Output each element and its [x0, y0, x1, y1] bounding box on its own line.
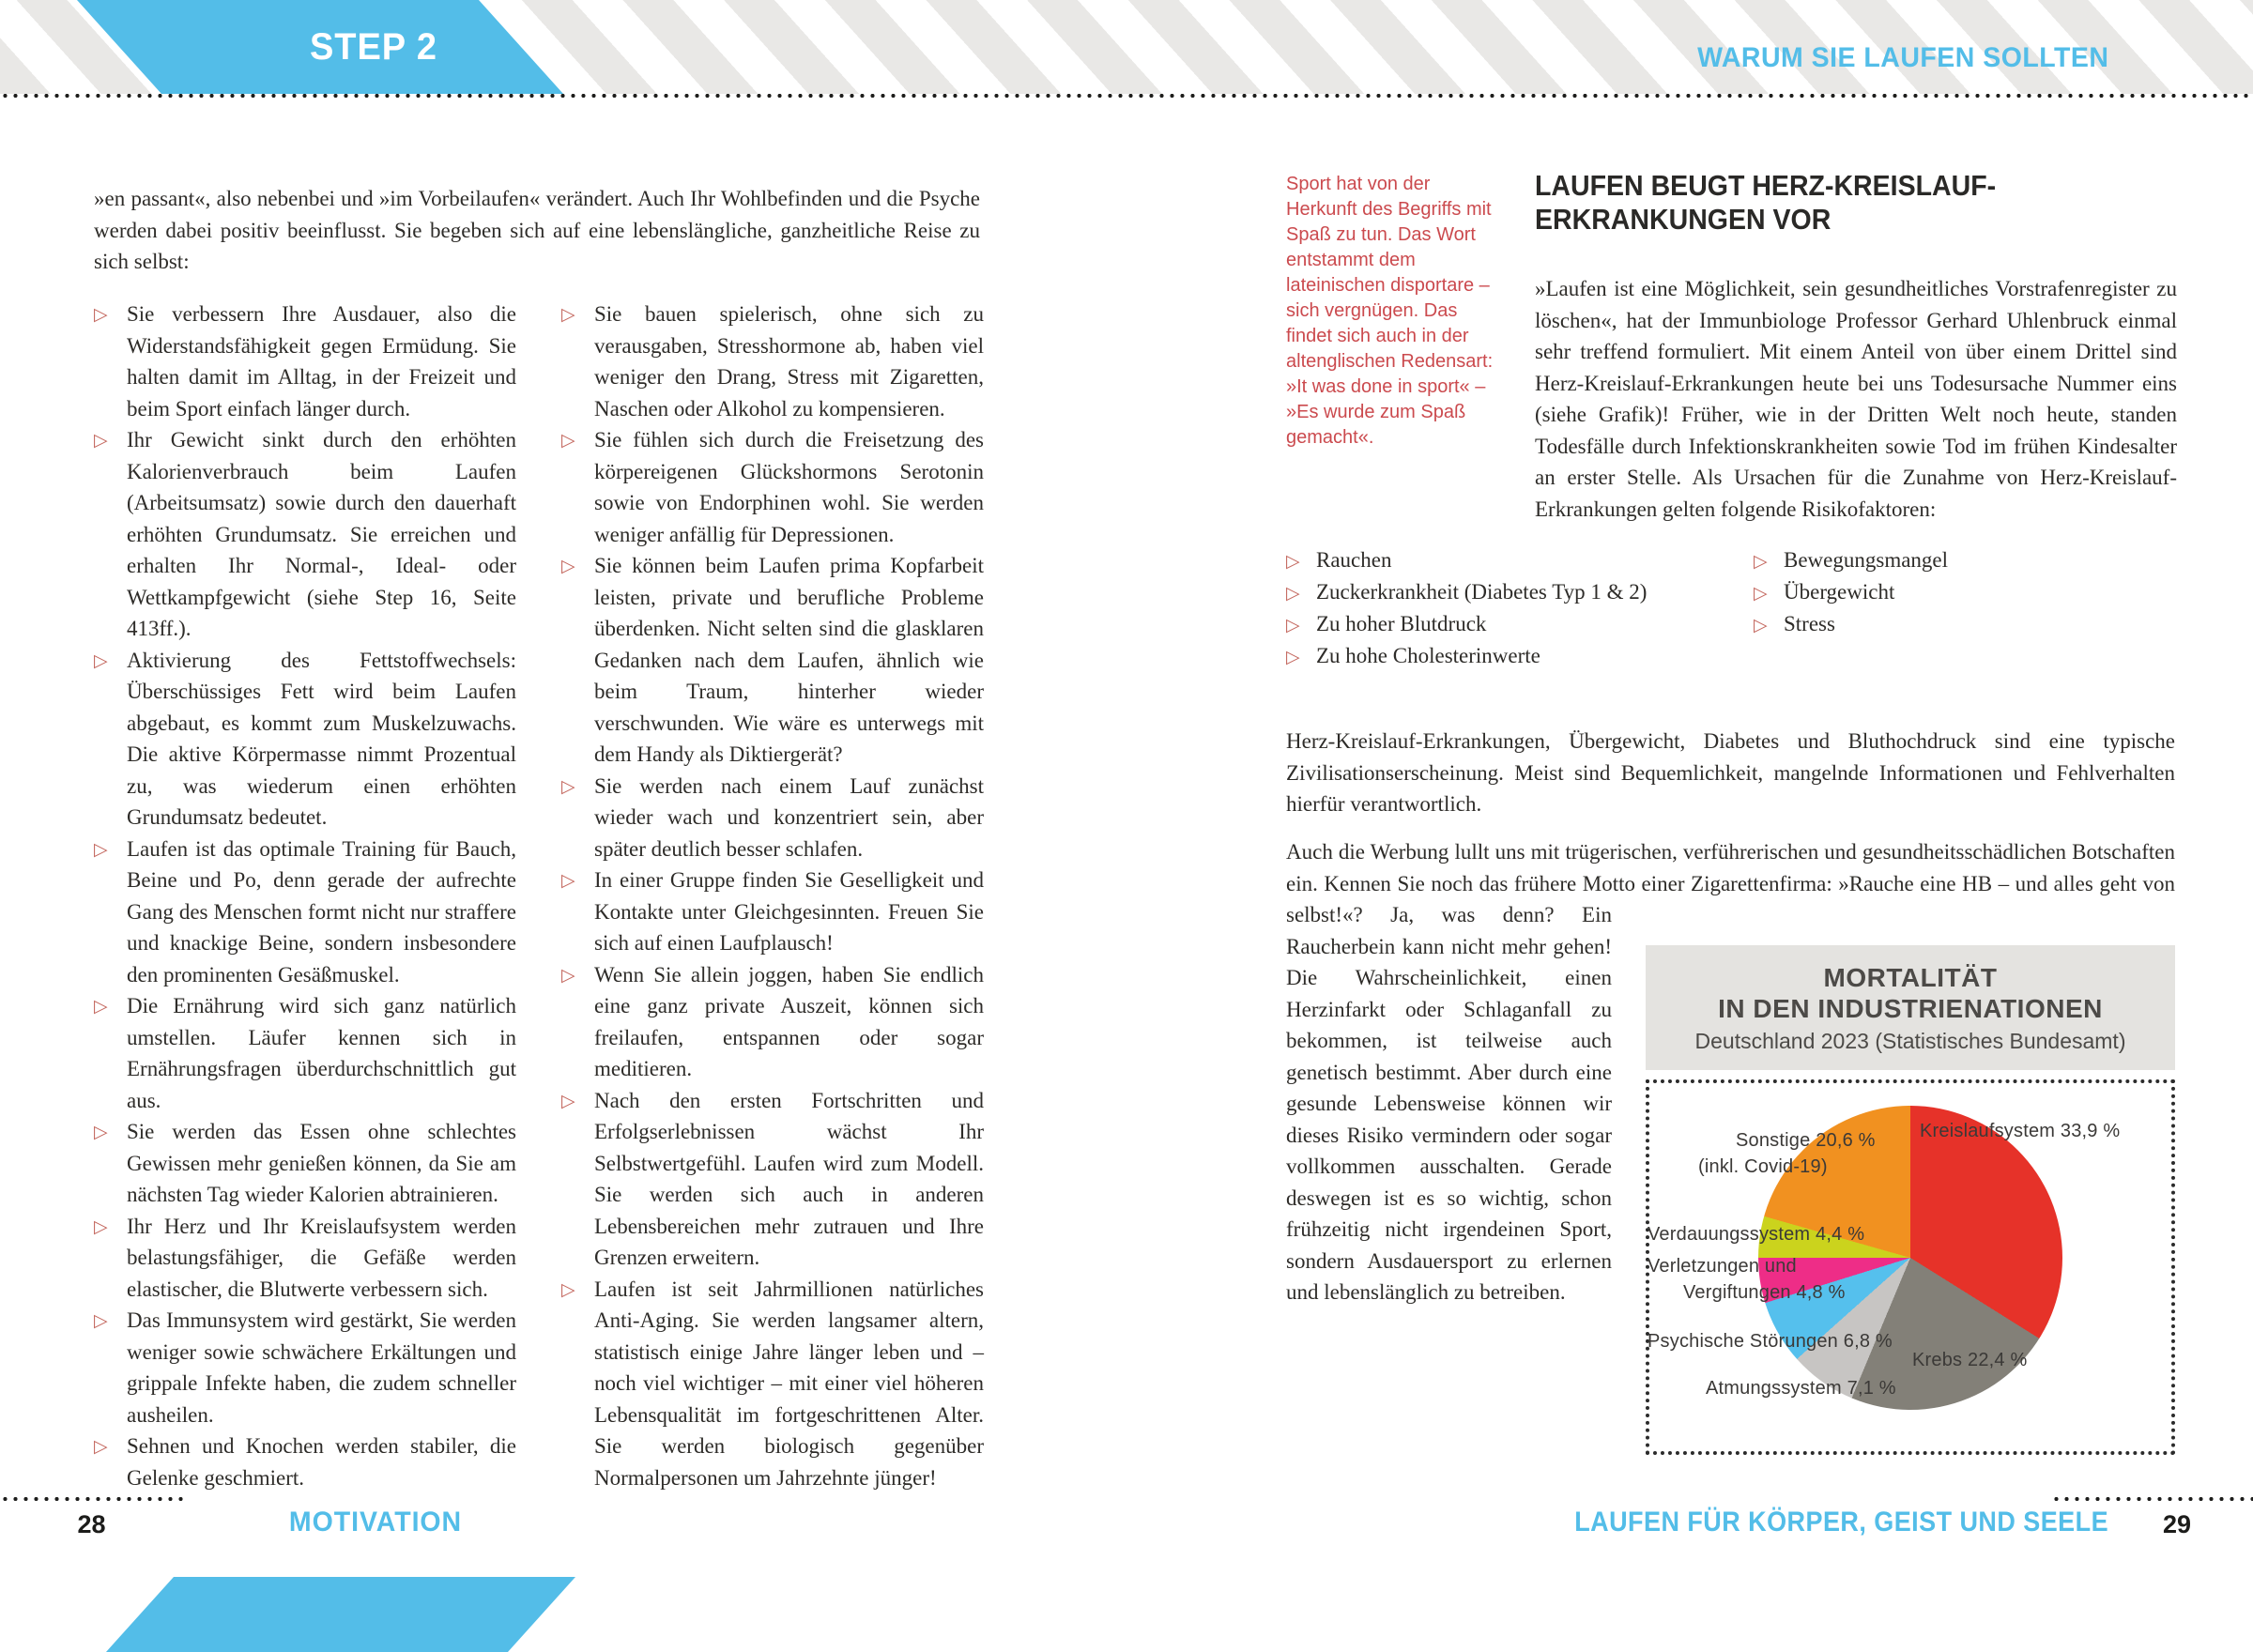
header-dotted-rule: [0, 93, 2253, 99]
pie-label-verletzungen: Verletzungen und: [1648, 1256, 1797, 1277]
paragraph-with-chart: [1286, 836, 2175, 1461]
list-item: ▷ Sie verbessern Ihre Ausdauer, also die Widerstandsfähigkeit gegen Ermüdung. Sie halten damit im Alltag, in der Freizeit und beim Sport einfach länger durch.: [94, 298, 516, 424]
paragraph-civilization: Herz-Kreislauf-Erkrankungen, Übergewicht, Diabetes und Bluthochdruck sind eine typische Zivilisationserscheinung. Meist sind Bequemlichkeit, mangelnde Informationen und Fehlverhalten hierfür verantwortlich.: [1286, 729, 2175, 816]
page-number-right: 29: [2162, 1510, 2192, 1538]
list-item: ▷ Sie werden das Essen ohne schlechtes Gewissen mehr genießen können, da Sie am nächsten Tag wieder Kalorien abtrainieren.: [94, 1116, 516, 1211]
list-item: ▷ Bewegungsmangel: [1754, 544, 2157, 576]
section-heading: [1535, 169, 2211, 237]
pie-label-sonstige: Sonstige 20,6 %: [1736, 1130, 1876, 1151]
pie-label-verdauungssystem: Verdauungssystem 4,4 %: [1648, 1224, 1865, 1245]
list-item: ▷ Rauchen: [1286, 544, 1751, 576]
benefits-list-column-2: [561, 298, 984, 1493]
list-item: ▷ Laufen ist seit Jahrmillionen natürliches Anti-Aging. Sie werden langsamer altern, statistisch einige Jahre länger leben und – noch viel wichtiger – mit einer viel höheren Lebensqualität im fortgeschrittenen Alter. Sie werden biologisch gegenüber Normalpersonen um Jahrzehnte jünger!: [561, 1274, 984, 1494]
list-item: ▷ Das Immunsystem wird gestärkt, Sie werden weniger sowie schwächere Erkältungen und grippale Infekte haben, die zudem schneller ausheilen.: [94, 1305, 516, 1430]
footer-section-left: MOTIVATION: [288, 1507, 463, 1537]
margin-note: Sport hat von der Herkunft des Begriffs mit Spaß zu tun. Das Wort entstammt dem lateinischen disportare – sich vergnügen. Das findet sich auch in der altenglischen Redensart: »It was done in sport« – »Es wurde zum Spaß gemacht«.: [1286, 174, 1494, 448]
list-item: ▷ Zuckerkrankheit (Diabetes Typ 1 & 2): [1286, 576, 1751, 608]
list-item: ▷ Sie bauen spielerisch, ohne sich zu verausgaben, Stresshormone ab, haben viel weniger den Drang, Stress mit Zigaretten, Naschen oder Alkohol zu kompensieren.: [561, 298, 984, 424]
list-item: ▷ Übergewicht: [1754, 576, 2157, 608]
page-number-left: 28: [77, 1510, 106, 1538]
footer-dotted-rule-left: [0, 1496, 183, 1502]
pie-label-atmungssystem: Atmungssystem 7,1 %: [1706, 1378, 1896, 1399]
chart-title-line2: IN DEN INDUSTRIENATIONEN: [1718, 994, 2103, 1023]
chart-subtitle: Deutschland 2023 (Statistisches Bundesamt): [1694, 1029, 2126, 1053]
list-item: ▷ Sehnen und Knochen werden stabiler, die Gelenke geschmiert.: [94, 1430, 516, 1493]
pie-label-verletzungen-line2: Vergiftungen 4,8 %: [1683, 1282, 1846, 1303]
section-heading-line1: LAUFEN BEUGT HERZ-KREISLAUF-: [1535, 169, 1997, 202]
list-item: ▷ Sie können beim Laufen prima Kopfarbeit leisten, private und berufliche Probleme überdenken. Nicht selten sind die glasklaren Gedanken nach dem Laufen, ähnlich wie beim Traum, hinterher wieder verschwunden. Wie wäre es unterwegs mit dem Handy als Diktiergerät?: [561, 550, 984, 771]
risk-factors-column-1: [1286, 544, 1751, 672]
lead-paragraph: »Laufen ist eine Möglichkeit, sein gesundheitliches Vorstrafenregister zu löschen«, hat der Immunbiologe Professor Gerhard Uhlenbruck einmal sehr treffend formuliert. Mit einem Anteil von über einem Drittel sind Herz-Kreislauf-Erkrankungen heute bei uns Todesursache Nummer eins (siehe Grafik)! Früher, wie in der Dritten Welt noch heute, standen Todesfälle durch Infektionskrankheiten sowie Tod im frühen Kindesalter an erster Stelle. Als Ursachen für die Zunahme von Herz-Kreislauf-Erkrankungen gelten folgende Risikofaktoren:: [1535, 277, 2177, 521]
list-item: ▷ Zu hoher Blutdruck: [1286, 608, 1751, 640]
list-item: ▷ In einer Gruppe finden Sie Geselligkeit und Kontakte unter Gleichgesinnten. Freuen Sie sich auf einen Laufplausch!: [561, 864, 984, 959]
pie-label-psychische-stoerungen: Psychische Störungen 6,8 %: [1648, 1331, 1893, 1352]
step-label: STEP 2: [310, 26, 437, 68]
benefits-list-column-1: [94, 298, 516, 1493]
list-item: ▷ Nach den ersten Fortschritten und Erfolgserlebnissen wächst Ihr Selbstwertgefühl. Laufen wird zum Modell. Sie werden sich auch in anderen Lebensbereichen mehr zutrauen und Ihre Grenzen erweitern.: [561, 1085, 984, 1274]
list-item: ▷ Aktivierung des Fettstoffwechsels: Überschüssiges Fett wird beim Laufen abgebaut, es kommt zum Muskelzuwachs. Die aktive Körpermasse nimmt Prozentual zu, was wiederum einen erhöhten Grundumsatz bedeutet.: [94, 645, 516, 834]
pie-chart-frame: [1646, 1079, 2175, 1455]
list-item: ▷ Stress: [1754, 608, 2157, 640]
list-item: ▷ Ihr Herz und Ihr Kreislaufsystem werden belastungsfähiger, die Gefäße werden elastischer, die Blutwerte verbessern sich.: [94, 1211, 516, 1306]
list-item: ▷ Laufen ist das optimale Training für Bauch, Beine und Po, denn gerade der aufrechte Gang des Menschen formt nicht nur straffere und knackige Beine, sondern insbesondere den prominenten Gesäßmuskel.: [94, 834, 516, 991]
risk-factors-column-2: [1754, 544, 2157, 640]
list-item: ▷ Wenn Sie allein joggen, haben Sie endlich eine ganz private Auszeit, können sich freilaufen, entspannen oder sogar meditieren.: [561, 959, 984, 1085]
section-heading-line2: ERKRANKUNGEN VOR: [1535, 203, 1832, 236]
chart-title-line1: MORTALITÄT: [1823, 963, 1998, 992]
pie-label-krebs: Krebs 22,4 %: [1912, 1350, 2028, 1370]
footer-dotted-rule-right: [2051, 1496, 2253, 1502]
list-item: ▷ Ihr Gewicht sinkt durch den erhöhten Kalorienverbrauch beim Laufen (Arbeitsumsatz) sowie durch den dauerhaft erhöhten Grundumsatz. Sie erreichen und erhalten Ihr Normal-, Ideal- oder Wettkampfgewicht (siehe Step 16, Seite 413ff.).: [94, 424, 516, 645]
chapter-title: WARUM SIE LAUFEN SOLLTEN: [1696, 42, 2108, 73]
footer-banner: [106, 1577, 575, 1652]
list-item: ▷ Sie fühlen sich durch die Freisetzung des körpereigenen Glückshormons Serotonin sowie von Endorphinen wohl. Sie werden weniger anfällig für Depressionen.: [561, 424, 984, 550]
list-item: ▷ Zu hohe Cholesterinwerte: [1286, 640, 1751, 672]
chart-title-box: [1646, 945, 2175, 1070]
left-intro-paragraph: »en passant«, also nebenbei und »im Vorbeilaufen« verändert. Auch Ihr Wohlbefinden und die Psyche werden dabei positiv beeinflusst. Sie begeben sich auf eine lebenslängliche, ganzheitliche Reise zu sich selbst:: [94, 187, 980, 273]
list-item: ▷ Sie werden nach einem Lauf zunächst wieder wach und konzentriert sein, aber später deutlich besser schlafen.: [561, 771, 984, 865]
paragraph-advertising: Auch die Werbung lullt uns mit trügerischen, verführerischen und gesundheitsschädlichen Botschaften ein. Kennen Sie noch das frühere Motto einer Zigarettenfirma: »Rauche eine HB – und alles geht von selbst!«? Ja, was denn? Ein Raucherbein kann nicht mehr gehen! Die Wahrscheinlichkeit, einen Herzinfarkt oder Schlaganfall zu bekommen, ist teilweise auch genetisch bestimmt. Aber durch eine gesunde Lebensweise können wir dieses Risiko vermindern oder sogar vollkommen ausschalten. Gerade deswegen ist es so wichtig, schon frühzeitig nicht irgendeinen Sport, sondern Ausdauersport zu erlernen und lebenslänglich zu betreiben.: [1286, 840, 2175, 1304]
pie-label-kreislaufsystem: Kreislaufsystem 33,9 %: [1920, 1121, 2121, 1141]
pie-label-sonstige-line2: (inkl. Covid-19): [1698, 1156, 1828, 1177]
mortality-chart: [1646, 902, 2175, 1455]
list-item: ▷ Die Ernährung wird sich ganz natürlich umstellen. Läufer kennen sich in Ernährungsfragen überdurchschnittlich gut aus.: [94, 990, 516, 1116]
footer-section-right: LAUFEN FÜR KÖRPER, GEIST UND SEELE: [1574, 1507, 2108, 1537]
